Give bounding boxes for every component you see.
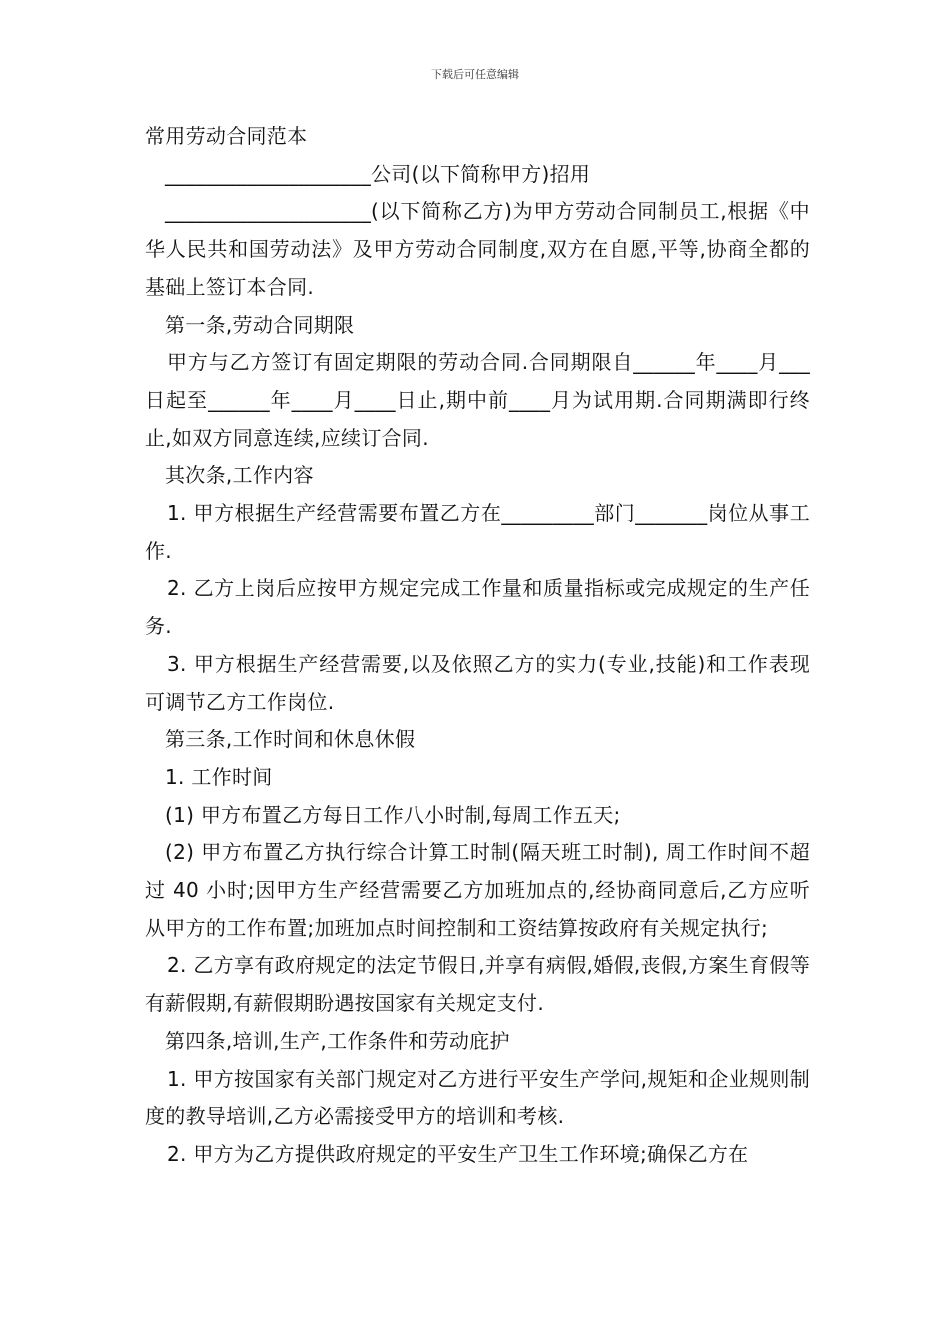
document-paragraph: 第四条,培训,生产,工作条件和劳动庇护: [165, 1028, 510, 1053]
document-paragraph: 第一条,劳动合同期限: [165, 312, 355, 337]
document-paragraph: 其次条,工作内容: [165, 463, 314, 488]
document-paragraph: 1. 甲方按国家有关部门规定对乙方进行平安生产学问,规矩和企业规则制度的教导培训,乙方必需接受甲方的培训和考核.: [145, 1066, 810, 1129]
document-paragraph: ____________________公司(以下简称甲方)招用: [165, 161, 591, 186]
document-paragraph: 1. 甲方根据生产经营需要布置乙方在_________部门_______岗位从事工作.: [145, 501, 810, 563]
document-paragraph: 3. 甲方根据生产经营需要,以及依照乙方的实力(专业,技能)和工作表现可调节乙方工作岗位.: [145, 651, 810, 714]
document-paragraph: 2. 乙方上岗后应按甲方规定完成工作量和质量指标或完成规定的生产任务.: [145, 576, 810, 639]
document-paragraph: 2. 甲方为乙方提供政府规定的平安生产卫生工作环境;确保乙方在: [167, 1141, 749, 1166]
document-paragraph: 第三条,工作时间和休息休假: [165, 727, 416, 752]
document-paragraph: (2) 甲方布置乙方执行综合计算工时制(隔天班工时制), 周工作时间不超过 40 小时;因甲方生产经营需要乙方加班加点的,经协商同意后,乙方应听从甲方的工作布置;加班加点时间控制和工资结算按政府有关规定执行;: [145, 840, 810, 940]
document-paragraph: (1) 甲方布置乙方每日工作八小时制,每周工作五天;: [165, 802, 621, 827]
document-paragraph: 2. 乙方享有政府规定的法定节假日,并享有病假,婚假,丧假,方案生育假等有薪假期,有薪假期盼遇按国家有关规定支付.: [145, 953, 810, 1016]
document-title: 常用劳动合同范本: [145, 124, 308, 148]
document-paragraph: 甲方与乙方签订有固定期限的劳动合同.合同期限自______年____月___日起至______年____月____日止,期中前____月为试用期.合同期满即行终止,如双方同意连续,应续订合同.: [145, 350, 810, 450]
document-paragraph: 1. 工作时间: [165, 764, 273, 789]
document-paragraph: ____________________(以下简称乙方)为甲方劳动合同制员工,根据《中华人民共和国劳动法》及甲方劳动合同制度,双方在自愿,平等,协商全都的基础上签订本合同.: [145, 199, 810, 299]
page-header: 下载后可任意编辑: [431, 68, 519, 81]
document-body: [145, 118, 810, 1174]
